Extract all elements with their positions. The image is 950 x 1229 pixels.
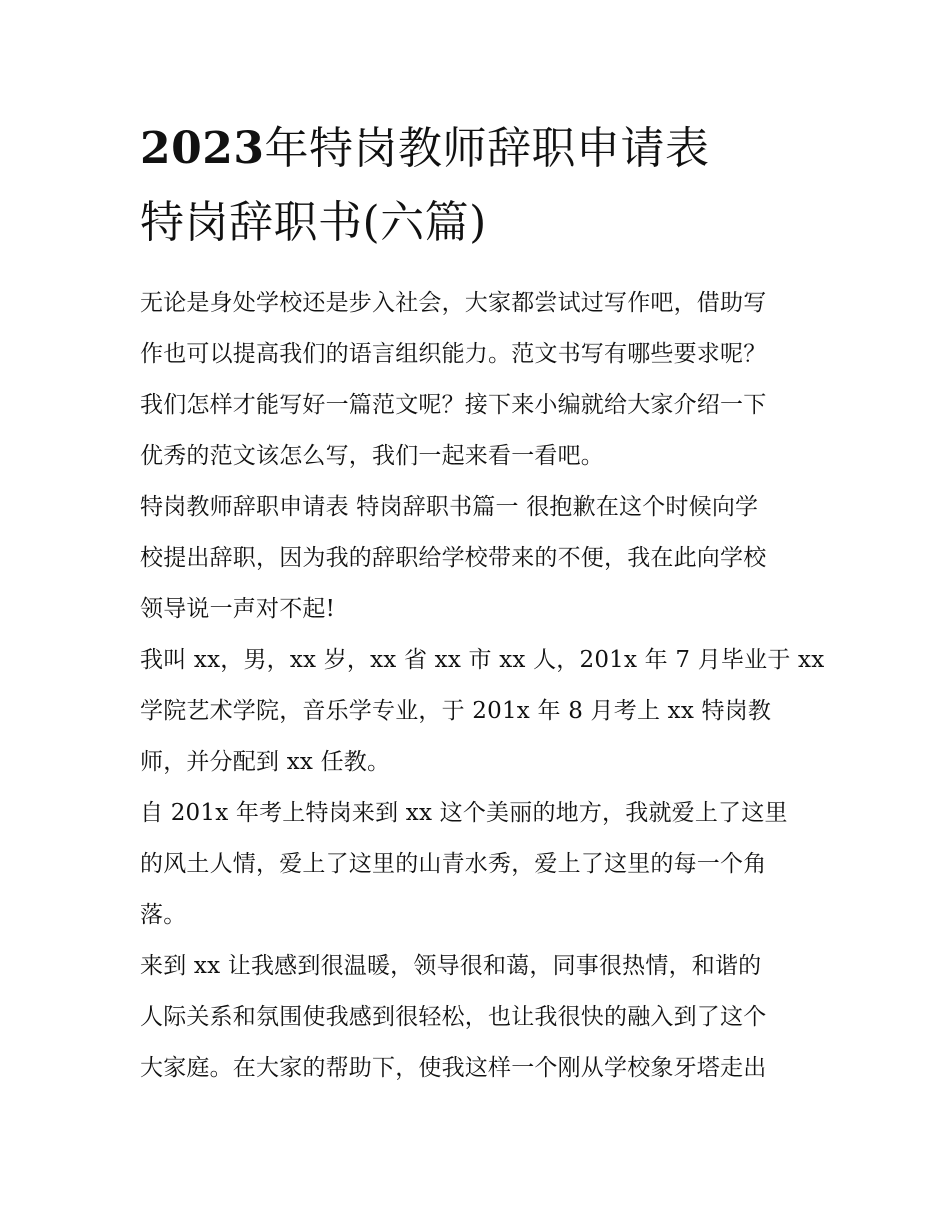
text-line: 人际关系和氛围使我感到很轻松，也让我很快的融入到了这个 [140, 1004, 767, 1030]
paragraph-section-one [140, 482, 820, 635]
text-line: 的风土人情，爱上了这里的山青水秀，爱上了这里的每一个角 [140, 851, 767, 877]
text-line: 我们怎样才能写好一篇范文呢？接下来小编就给大家介绍一下 [140, 392, 767, 418]
paragraph-intro [140, 278, 820, 482]
text-line: 自 201x 年考上特岗来到 xx 这个美丽的地方，我就爱上了这里 [140, 800, 788, 826]
title-line-1 [140, 112, 820, 186]
paragraph-self-intro [140, 635, 825, 788]
title-line-2: 特岗辞职书(六篇) [140, 197, 487, 248]
text-line: 作也可以提高我们的语言组织能力。范文书写有哪些要求呢？ [140, 341, 767, 367]
paragraph-feelings [140, 788, 820, 941]
text-line: 领导说一声对不起! [140, 596, 336, 622]
text-line: 我叫 xx，男，xx 岁，xx 省 xx 市 xx 人，201x 年 7 月毕业于 xx [140, 647, 825, 673]
paragraph-warmth [140, 941, 820, 1094]
text-line: 落。 [140, 902, 187, 928]
text-line: 无论是身处学校还是步入社会，大家都尝试过写作吧，借助写 [140, 290, 767, 316]
text-line: 学院艺术学院，音乐学专业，于 201x 年 8 月考上 xx 特岗教 [140, 698, 772, 724]
document-body [140, 278, 825, 1094]
text-line: 师，并分配到 xx 任教。 [140, 749, 391, 775]
document-page [140, 112, 825, 1094]
text-line: 校提出辞职，因为我的辞职给学校带来的不便，我在此向学校 [140, 545, 767, 571]
text-line: 大家庭。在大家的帮助下，使我这样一个刚从学校象牙塔走出 [140, 1055, 767, 1081]
text-line: 优秀的范文该怎么写，我们一起来看一看吧。 [140, 443, 604, 469]
title-year: 2023 [140, 123, 265, 174]
title-line-1-text: 年特岗教师辞职申请表 [264, 123, 710, 174]
document-title [140, 112, 820, 260]
text-line: 特岗教师辞职申请表 特岗辞职书篇一 很抱歉在这个时候向学 [140, 494, 759, 520]
text-line: 来到 xx 让我感到很温暖，领导很和蔼，同事很热情，和谐的 [140, 953, 762, 979]
